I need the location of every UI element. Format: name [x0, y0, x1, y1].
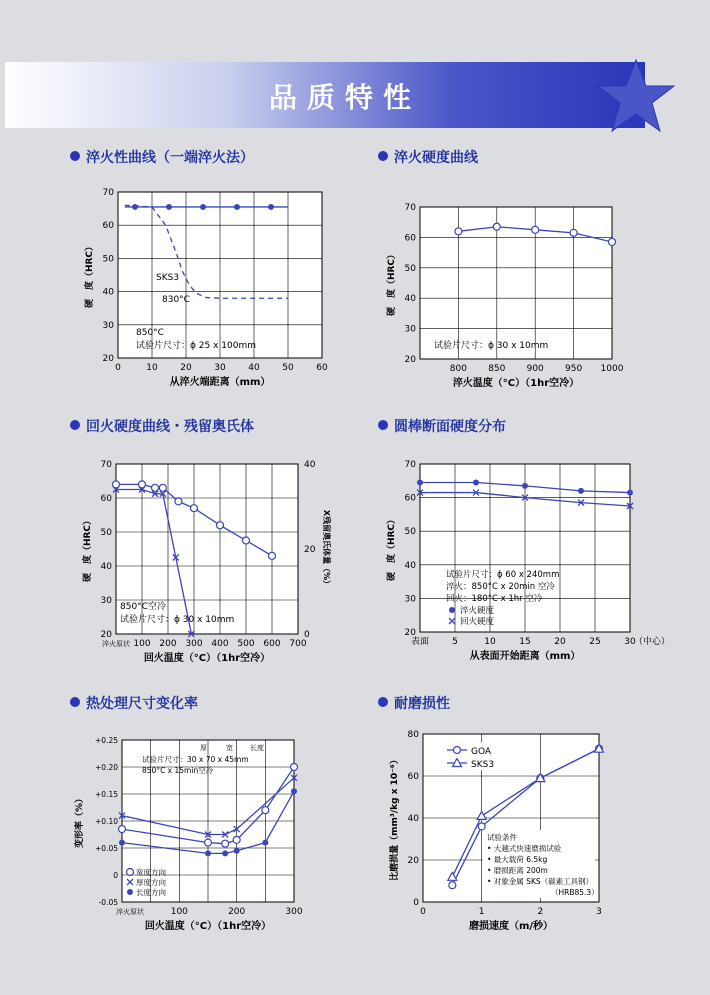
x-tick-label: 15 [519, 637, 531, 647]
annotation: 试验片尺寸：ϕ 30 x 10mm [434, 341, 549, 351]
y-tick-label: 40 [404, 560, 416, 571]
data-point [473, 479, 479, 485]
data-point [166, 204, 172, 210]
data-point [119, 826, 126, 833]
y-tick-label: 60 [404, 493, 416, 504]
annotation: 淬火：850°C x 20min 空冷 [446, 582, 555, 592]
y-tick-label: 20 [404, 628, 416, 638]
y2-tick-label: 0 [304, 630, 310, 640]
y-axis-label: 比磨损量（mm³/kg x 10⁻⁶） [390, 755, 400, 881]
y-axis-label: 硬 度（HRC） [85, 241, 95, 309]
y-tick-label: 60 [100, 494, 112, 504]
x-tick-label: 30 [214, 363, 226, 373]
y-tick-label: 70 [404, 203, 416, 213]
annotation: 850°C x 15min空冷 [142, 766, 214, 775]
y-tick-label: +0.15 [95, 790, 118, 799]
data-point [291, 788, 297, 794]
x-tick-label: 900 [526, 364, 544, 374]
x-tick-label: 300 [185, 639, 203, 649]
data-point [262, 840, 268, 846]
y-tick-label: 20 [102, 354, 114, 364]
x-tick-label: 2 [537, 907, 544, 917]
bullet-icon [378, 151, 388, 161]
annotation: • 最大载荷 6.5kg [487, 855, 548, 864]
y-tick-label: 40 [102, 287, 114, 298]
x-tick-label: 0 [420, 907, 426, 917]
legend-label: GOA [471, 747, 492, 757]
legend-label: 长度方向 [136, 888, 166, 897]
y-tick-label: 50 [404, 527, 416, 538]
y-tick-label: 50 [100, 528, 112, 538]
bullet-icon [70, 420, 80, 430]
star-icon [595, 56, 677, 136]
legend-label: 淬火硬度 [460, 606, 495, 616]
data-point [578, 488, 584, 494]
x-axis-label: 磨损速度（m/秒） [468, 921, 554, 932]
y-axis-label: 硬 度（HRC） [83, 515, 93, 583]
x-tick-label: 3 [596, 907, 602, 917]
y-tick-label: 30 [404, 324, 416, 335]
y-tick-label: +0.20 [95, 763, 118, 772]
legend-marker [449, 607, 455, 613]
x-axis-label: 淬火温度（°C）（1hr空冷） [452, 378, 580, 389]
data-point [522, 483, 528, 489]
legend-label: 厚度方向 [136, 878, 166, 887]
section-title-1: 淬火性曲线（一端淬火法） [70, 147, 254, 167]
x-tick-label: 1000 [600, 364, 624, 374]
x-tick-label: 20 [180, 363, 192, 373]
header-banner [5, 62, 645, 128]
y-tick-label: 50 [102, 254, 114, 265]
x-tick-label: 300 [285, 907, 303, 917]
x-tick-label: 60 [316, 363, 328, 373]
x-tick-label: 500 [237, 639, 255, 649]
annotation: 试验片尺寸：ϕ 60 x 240mm [446, 570, 560, 580]
data-point [222, 850, 228, 856]
y-tick-label: 30 [404, 594, 416, 605]
x-tick-label: 表面 [410, 637, 430, 647]
x-tick-label: 1 [478, 907, 485, 917]
legend-label: 回火硬度 [460, 617, 495, 627]
annotation: 试验条件 [487, 833, 517, 842]
x-tick-label: 30 [624, 637, 636, 647]
y2-axis-label: X残留奥氏体量（%） [322, 509, 331, 589]
data-point [234, 848, 240, 854]
data-point [222, 840, 229, 847]
y-tick-label: 30 [102, 320, 114, 331]
y-tick-label: 40 [404, 294, 416, 305]
data-point [570, 229, 577, 236]
annotation: 试验片尺寸：30 x 70 x 45mm [142, 755, 249, 764]
annotation: 试验片尺寸：ϕ 30 x 10mm [120, 615, 235, 625]
y-tick-label: 70 [404, 460, 416, 470]
x-tick-label: 400 [211, 639, 229, 649]
section-title-2: 淬火硬度曲线 [378, 147, 478, 167]
x-tick-label: 850 [488, 364, 506, 374]
header-label: 宽 [226, 744, 233, 752]
data-point [449, 882, 456, 889]
y-tick-label: 40 [100, 562, 112, 572]
section-title-3: 回火硬度曲线・残留奥氏体 [70, 416, 254, 436]
x-tick-label: 10 [484, 637, 496, 647]
x-tick-label: 20 [554, 637, 566, 647]
x-tick-note: （中心） [634, 637, 671, 647]
x-axis-label: 从表面开始距离（mm） [469, 651, 581, 662]
data-point [233, 836, 240, 843]
chart-temper-hardness [60, 452, 350, 667]
y-tick-label: 20 [404, 355, 416, 365]
data-point [532, 226, 539, 233]
legend-label: 宽度方向 [136, 868, 166, 877]
x-tick-label: 淬火原状 [102, 640, 130, 648]
bullet-icon [70, 697, 80, 707]
y-tick-label: 0 [113, 871, 118, 880]
data-point [159, 484, 166, 491]
x-tick-label: 200 [228, 907, 246, 917]
data-point [268, 204, 274, 210]
y-tick-label: 80 [407, 730, 419, 740]
y-axis-label: 变形率（%） [75, 793, 85, 849]
bullet-icon [378, 420, 388, 430]
y-tick-label: 70 [102, 188, 114, 198]
y-tick-label: 70 [100, 460, 112, 470]
y-axis-label: 硬 度（HRC） [387, 514, 397, 582]
y-tick-label: 60 [102, 221, 114, 232]
annotation: 试验片尺寸：ϕ 25 x 100mm [136, 341, 257, 351]
data-point [234, 204, 240, 210]
x-tick-label: 0 [115, 363, 121, 373]
legend-marker [127, 869, 134, 876]
data-point [269, 552, 276, 559]
bullet-icon [70, 151, 80, 161]
x-tick-label: 100 [133, 639, 151, 649]
header-label: 厚 [200, 744, 207, 752]
data-point [455, 228, 462, 235]
y-tick-label: 60 [407, 772, 419, 782]
x-tick-label: 700 [289, 639, 307, 649]
y2-tick-label: 40 [304, 460, 316, 470]
x-tick-label: 600 [263, 639, 281, 649]
data-point [627, 490, 633, 496]
y-tick-label: 0 [413, 898, 419, 908]
legend-marker [454, 747, 461, 754]
data-point [262, 807, 269, 814]
section-title-4: 圆棒断面硬度分布 [378, 416, 506, 436]
x-tick-label: 50 [282, 363, 294, 373]
data-point [205, 839, 212, 846]
legend-marker [127, 889, 133, 895]
data-point [609, 238, 616, 245]
y-tick-label: 60 [404, 233, 416, 244]
chart-hardenability [60, 180, 350, 395]
data-point [119, 840, 125, 846]
y-tick-label: -0.05 [98, 898, 118, 907]
y-tick-label: +0.10 [95, 817, 118, 826]
data-point [205, 850, 211, 856]
x-axis-label: 回火温度（°C）（1hr空冷） [144, 921, 272, 932]
data-point [243, 537, 250, 544]
x-tick-label: 40 [248, 363, 260, 373]
y-axis-label: 硬 度（HRC） [387, 249, 397, 317]
chart-dimension-change [60, 728, 340, 933]
x-tick-label: 5 [452, 637, 458, 647]
data-point [493, 223, 500, 230]
header-label: 长度 [250, 744, 264, 752]
y-tick-label: 20 [407, 856, 419, 866]
chart-quench-hardness [365, 195, 625, 395]
x-axis-label: 回火温度（°C）（1hr空冷） [143, 653, 271, 664]
y-tick-label: 40 [407, 814, 419, 824]
x-tick-label: 25 [589, 637, 601, 647]
data-point [191, 505, 198, 512]
x-axis-label: 从淬火端距离（mm） [169, 377, 271, 388]
x-tick-label: 200 [159, 639, 177, 649]
annotation: 850°C空冷 [120, 602, 166, 612]
data-point [417, 479, 423, 485]
data-point [291, 764, 298, 771]
data-point [152, 484, 159, 491]
y-tick-label: 50 [404, 263, 416, 274]
data-point [478, 823, 485, 830]
y2-tick-label: 20 [304, 545, 316, 555]
annotation: 830°C [162, 295, 190, 305]
section-title-6: 耐磨损性 [378, 693, 450, 713]
y-tick-label: 30 [100, 596, 112, 606]
data-point [175, 498, 182, 505]
annotation: • 大越式快速磨损试验 [487, 844, 562, 853]
plot-area [420, 207, 612, 359]
x-tick-label: 800 [449, 364, 467, 374]
x-tick-label: 10 [146, 363, 158, 373]
x-tick-label: 950 [565, 364, 583, 374]
section-title-5: 热处理尺寸变化率 [70, 693, 198, 713]
chart-wear-resistance [365, 726, 625, 931]
page-title: 品质特性 [268, 81, 421, 114]
annotation: 回火：180°C x 1hr 空冷 [446, 594, 543, 604]
annotation: （HRB85.3） [551, 888, 599, 897]
annotation: 850°C [136, 328, 164, 338]
y-tick-label: +0.25 [95, 736, 118, 745]
bullet-icon [378, 697, 388, 707]
data-point [200, 204, 206, 210]
annotation: SKS3 [156, 273, 180, 283]
annotation: • 对象金属 SKS（碳素工具钢） [487, 877, 594, 886]
legend-label: SKS3 [471, 760, 495, 770]
chart-section-hardness [365, 452, 671, 667]
data-point [217, 522, 224, 529]
data-point [132, 204, 138, 210]
y-tick-label: 20 [100, 630, 112, 640]
x-tick-label: 淬火原状 [116, 908, 144, 916]
x-tick-label: 100 [170, 907, 188, 917]
annotation: • 磨损距离 200m [487, 866, 548, 875]
y-tick-label: +0.05 [95, 844, 118, 853]
